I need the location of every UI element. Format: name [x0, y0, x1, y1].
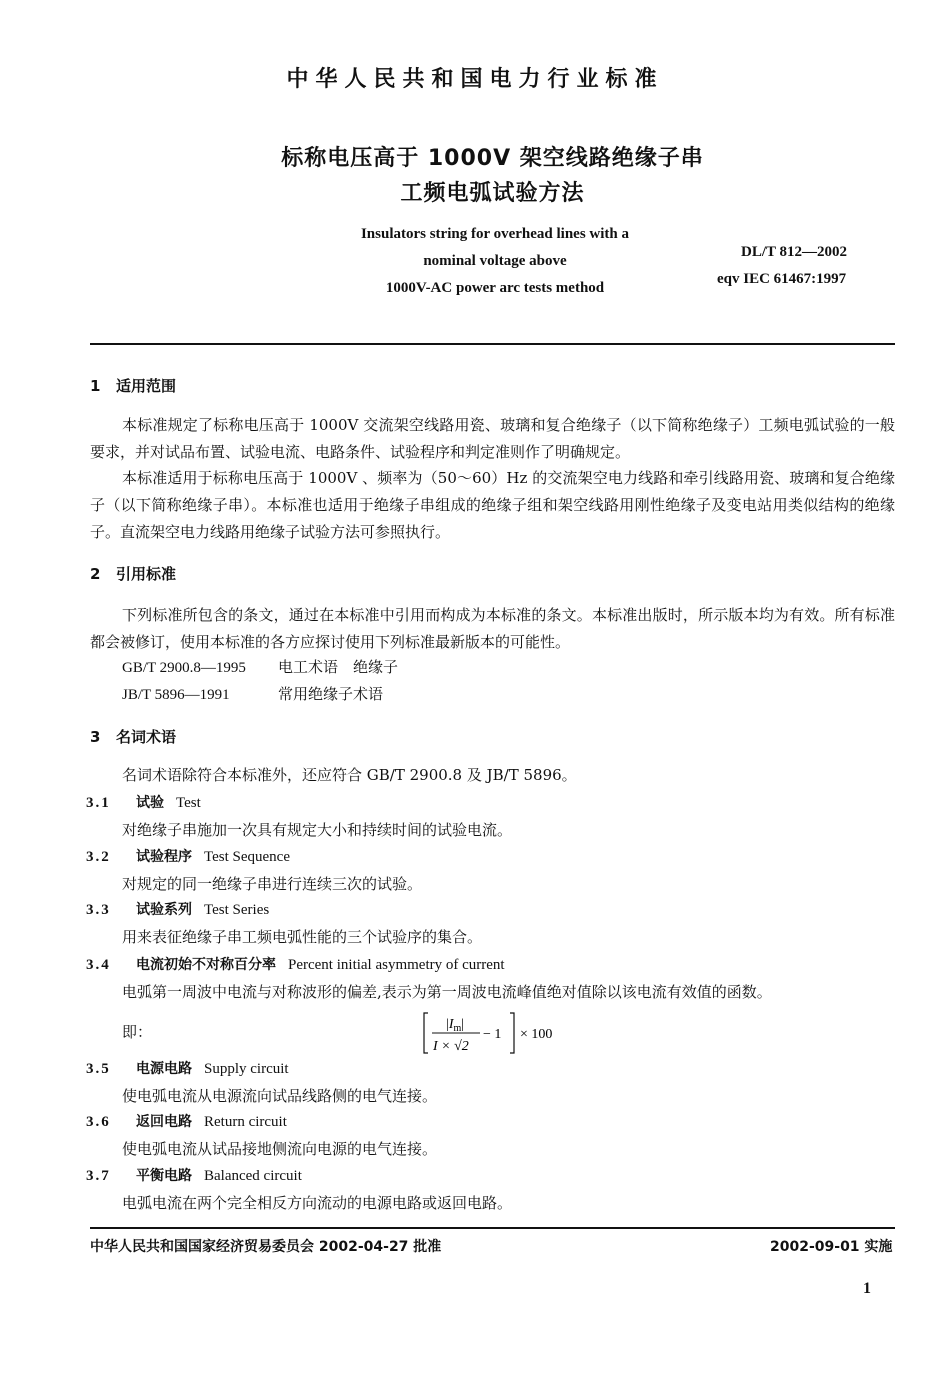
term-english: Percent initial asymmetry of current	[288, 957, 505, 973]
english-title-line2: nominal voltage above	[423, 253, 567, 269]
document-title-line2: 工频电弧试验方法	[400, 181, 585, 206]
section-2-heading	[90, 563, 176, 584]
term-3-3	[86, 899, 269, 919]
term-english: Supply circuit	[204, 1061, 289, 1077]
term-3-6	[86, 1111, 287, 1131]
term-3-3-definition: 用来表征绝缘子串工频电弧性能的三个试验序的集合。	[122, 928, 483, 946]
section-1-paragraph-2: 本标准适用于标称电压高于 1000V 、频率为（50～60）Hz 的交流架空电力线路和牵引线路用瓷、玻璃和复合绝缘子（以下简称绝缘子串）。本标准也适用于绝缘子串组成的绝缘子组和架空线路用刚性绝缘子及变电站用类似结构的绝缘子。直流架空电力线路用绝缘子试验方法可参照执行。	[90, 469, 895, 541]
section-3-intro: 名词术语除符合本标准外，还应符合 GB/T 2900.8 及 JB/T 5896。	[122, 766, 577, 784]
reference-title: 常用绝缘子术语	[278, 685, 384, 703]
effective-date: 2002-09-01 实施	[770, 1239, 893, 1255]
page-number: 1	[863, 1280, 871, 1297]
reference-code: JB/T 5896—1991	[122, 687, 230, 703]
formula-times-100: × 100	[520, 1027, 553, 1042]
term-3-1-definition: 对绝缘子串施加一次具有规定大小和持续时间的试验电流。	[122, 821, 513, 839]
reference-title: 电工术语 绝缘子	[278, 658, 399, 676]
reference-code: GB/T 2900.8—1995	[122, 660, 246, 676]
term-english: Test	[176, 795, 201, 811]
section-1-heading	[90, 375, 176, 396]
term-chinese: 平衡电路	[136, 1168, 192, 1184]
term-number: 3.7	[86, 1168, 111, 1184]
term-3-5-definition: 使电弧电流从电源流向试品线路侧的电气连接。	[122, 1087, 438, 1105]
asymmetry-formula	[422, 1010, 582, 1056]
document-title-line1: 标称电压高于 1000V 架空线路绝缘子串	[281, 146, 704, 171]
term-chinese: 电源电路	[136, 1061, 192, 1077]
reference-2	[122, 683, 383, 704]
standard-category-heading: 中华人民共和国电力行业标准	[286, 67, 664, 92]
section-title: 适用范围	[116, 377, 177, 395]
term-number: 3.3	[86, 902, 111, 918]
header-divider	[90, 343, 895, 345]
term-3-7	[86, 1165, 302, 1185]
term-number: 3.5	[86, 1061, 111, 1077]
term-3-2-definition: 对规定的同一绝缘子串进行连续三次的试验。	[122, 875, 423, 893]
term-3-1	[86, 792, 201, 812]
english-title-line3: 1000V-AC power arc tests method	[385, 280, 605, 296]
section-number: 3	[90, 728, 101, 746]
section-number: 2	[90, 565, 101, 583]
term-3-6-definition: 使电弧电流从试品接地侧流向电源的电气连接。	[122, 1140, 438, 1158]
term-3-4	[86, 954, 505, 974]
term-3-7-definition: 电弧电流在两个完全相反方向流动的电源电路或返回电路。	[122, 1194, 513, 1212]
term-3-4-definition: 电弧第一周波中电流与对称波形的偏差,表示为第一周波电流峰值绝对值除以该电流有效值的函数。	[122, 983, 772, 1001]
english-title-line1: Insulators string for overhead lines with a	[360, 226, 630, 242]
equivalent-standard: eqv IEC 61467:1997	[717, 271, 847, 287]
formula-numerator: $|I_m|$	[446, 1017, 465, 1034]
formula-right-bracket	[510, 1013, 514, 1053]
term-english: Test Series	[204, 902, 270, 918]
standard-number: DL/T 812—2002	[741, 244, 847, 260]
section-2-paragraph-1: 下列标准所包含的条文，通过在本标准中引用而构成为本标准的条文。本标准出版时，所示版本均为有效。所有标准都会被修订，使用本标准的各方应探讨使用下列标准最新版本的可能性。	[90, 606, 895, 651]
term-english: Test Sequence	[204, 849, 291, 865]
section-title: 引用标准	[116, 565, 177, 583]
term-3-5	[86, 1058, 289, 1078]
approval-statement: 中华人民共和国国家经济贸易委员会 2002-04-27 批准	[90, 1239, 442, 1255]
term-number: 3.1	[86, 795, 111, 811]
term-chinese: 试验	[136, 795, 164, 811]
term-chinese: 试验程序	[136, 849, 192, 865]
formula-svg	[422, 1010, 582, 1056]
term-chinese: 返回电路	[136, 1114, 192, 1130]
term-number: 3.4	[86, 957, 111, 973]
reference-1	[122, 656, 398, 677]
formula-minus-one: − 1	[483, 1027, 502, 1042]
section-number: 1	[90, 377, 101, 395]
footer-divider	[90, 1227, 895, 1229]
term-english: Return circuit	[204, 1114, 287, 1130]
term-number: 3.6	[86, 1114, 111, 1130]
formula-denominator: I × √2	[433, 1039, 469, 1054]
section-title: 名词术语	[116, 728, 177, 746]
term-chinese: 电流初始不对称百分率	[136, 957, 276, 973]
term-chinese: 试验系列	[136, 902, 192, 918]
formula-label: 即：	[122, 1023, 153, 1041]
formula-left-bracket	[424, 1013, 428, 1053]
term-number: 3.2	[86, 849, 111, 865]
section-1-paragraph-1: 本标准规定了标称电压高于 1000V 交流架空线路用瓷、玻璃和复合绝缘子（以下简称绝缘子）工频电弧试验的一般要求，并对试品布置、试验电流、电路条件、试验程序和判定准则作了明确规定。	[90, 416, 895, 461]
term-3-2	[86, 846, 290, 866]
section-3-heading	[90, 726, 176, 747]
term-english: Balanced circuit	[204, 1168, 302, 1184]
